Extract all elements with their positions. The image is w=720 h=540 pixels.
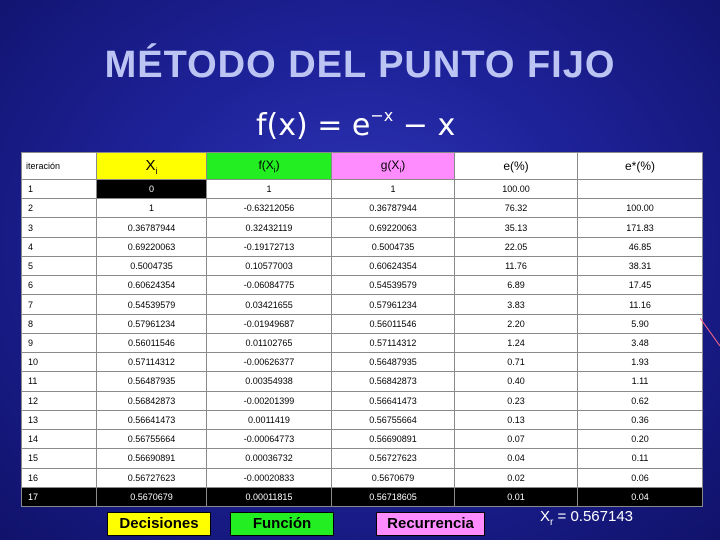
table-row [22, 314, 703, 333]
table-cell: 0.10577003 [207, 256, 332, 275]
table-row [22, 295, 703, 314]
table-row [22, 410, 703, 429]
table-cell: 0.11 [578, 449, 703, 468]
header-iteration: iteración [22, 153, 97, 180]
table-cell: 11.16 [578, 295, 703, 314]
table-cell: 0.56727623 [97, 468, 207, 487]
table-cell: 16 [22, 468, 97, 487]
table-cell: 1 [332, 180, 455, 199]
formula-exponent: −x [370, 106, 394, 125]
table-cell: -0.00626377 [207, 353, 332, 372]
table-cell: -0.00064773 [207, 430, 332, 449]
table-row [22, 430, 703, 449]
table-body [22, 180, 703, 507]
table-cell: 0.71 [455, 353, 578, 372]
table-cell: 22.05 [455, 237, 578, 256]
table-cell: 0.56718605 [332, 487, 455, 506]
table-cell: 0.04 [578, 487, 703, 506]
iteration-table-wrapper [21, 152, 702, 507]
table-cell: 6 [22, 276, 97, 295]
decisiones-button[interactable]: Decisiones [107, 512, 211, 536]
iteration-table [21, 152, 703, 507]
table-cell: 46.85 [578, 237, 703, 256]
table-cell: 0.54539579 [332, 276, 455, 295]
table-cell: 0.36787944 [97, 218, 207, 237]
table-cell: -0.06084775 [207, 276, 332, 295]
table-cell: 8 [22, 314, 97, 333]
table-cell: 1 [207, 180, 332, 199]
table-cell: 0.69220063 [97, 237, 207, 256]
table-cell: 7 [22, 295, 97, 314]
table-cell: 0.60624354 [97, 276, 207, 295]
table-cell: 0.13 [455, 410, 578, 429]
table-cell: 0.56487935 [97, 372, 207, 391]
table-cell: 0.00036732 [207, 449, 332, 468]
table-cell: -0.63212056 [207, 199, 332, 218]
header-error-star: e*(%) [578, 153, 703, 180]
table-cell: -0.00201399 [207, 391, 332, 410]
table-row [22, 276, 703, 295]
table-cell: 0.5670679 [97, 487, 207, 506]
header-fxi: $f(X_i)$ [207, 153, 332, 180]
decorative-line [700, 318, 720, 378]
table-cell: 0.57961234 [97, 314, 207, 333]
table-cell: 5 [22, 256, 97, 275]
table-header-row [22, 153, 703, 180]
table-cell: -0.00020833 [207, 468, 332, 487]
table-row [22, 449, 703, 468]
table-cell: 0.56011546 [97, 333, 207, 352]
table-row [22, 487, 703, 506]
table-cell: 2 [22, 199, 97, 218]
table-row [22, 199, 703, 218]
table-cell: 0.5004735 [332, 237, 455, 256]
root-sub: r [550, 517, 554, 528]
root-value: = 0.567143 [553, 508, 634, 525]
table-cell: 171.83 [578, 218, 703, 237]
table-cell: 1 [97, 199, 207, 218]
table-row [22, 372, 703, 391]
table-cell: 0.56727623 [332, 449, 455, 468]
table-cell: 1.11 [578, 372, 703, 391]
table-cell: 3.83 [455, 295, 578, 314]
table-cell: 0.36787944 [332, 199, 455, 218]
table-cell: 15 [22, 449, 97, 468]
table-cell: 1.24 [455, 333, 578, 352]
table-cell: 0.56755664 [97, 430, 207, 449]
table-cell: 0.01102765 [207, 333, 332, 352]
table-row [22, 180, 703, 199]
table-row [22, 237, 703, 256]
table-cell: 0.56690891 [97, 449, 207, 468]
table-cell: 0.56487935 [332, 353, 455, 372]
table-cell: 0.5670679 [332, 468, 455, 487]
table-cell: 76.32 [455, 199, 578, 218]
table-cell: 4 [22, 237, 97, 256]
table-cell: 0.00354938 [207, 372, 332, 391]
table-cell: 14 [22, 430, 97, 449]
table-cell: 100.00 [455, 180, 578, 199]
table-cell: 0.04 [455, 449, 578, 468]
table-cell: 0.00011815 [207, 487, 332, 506]
table-cell: 0.02 [455, 468, 578, 487]
table-cell: -0.01949687 [207, 314, 332, 333]
table-cell: 0.57114312 [97, 353, 207, 372]
table-cell: 38.31 [578, 256, 703, 275]
table-cell: 9 [22, 333, 97, 352]
table-cell: 0.40 [455, 372, 578, 391]
table-cell: 0.32432119 [207, 218, 332, 237]
formula-rhs: − x [393, 108, 456, 143]
table-cell: 11 [22, 372, 97, 391]
table-cell: 0.60624354 [332, 256, 455, 275]
table-cell: 0.56842873 [97, 391, 207, 410]
table-cell: 17 [22, 487, 97, 506]
table-cell: 2.20 [455, 314, 578, 333]
table-cell: 0.01 [455, 487, 578, 506]
table-cell: 0.57114312 [332, 333, 455, 352]
table-cell: 0.36 [578, 410, 703, 429]
table-cell: 11.76 [455, 256, 578, 275]
table-row [22, 333, 703, 352]
table-cell: 100.00 [578, 199, 703, 218]
table-cell: 0.0011419 [207, 410, 332, 429]
table-cell: 0.69220063 [332, 218, 455, 237]
table-cell: 0.56690891 [332, 430, 455, 449]
header-xi: $X_i$ [97, 153, 207, 180]
table-row [22, 256, 703, 275]
formula [256, 108, 455, 143]
root-result [540, 508, 633, 528]
table-cell: 17.45 [578, 276, 703, 295]
table-cell: 1.93 [578, 353, 703, 372]
root-label: X [540, 508, 551, 525]
table-cell: 3.48 [578, 333, 703, 352]
table-cell: 35.13 [455, 218, 578, 237]
table-row [22, 391, 703, 410]
table-cell: 1 [22, 180, 97, 199]
table-row [22, 218, 703, 237]
table-cell: 0.56641473 [332, 391, 455, 410]
table-row [22, 353, 703, 372]
table-cell: 0.57961234 [332, 295, 455, 314]
table-cell: 6.89 [455, 276, 578, 295]
funcion-button[interactable]: Función [230, 512, 334, 536]
table-cell: 0.56755664 [332, 410, 455, 429]
header-error: e(%) [455, 153, 578, 180]
table-cell: 0.5004735 [97, 256, 207, 275]
table-cell: 0.56842873 [332, 372, 455, 391]
table-cell: 0 [97, 180, 207, 199]
table-cell: 3 [22, 218, 97, 237]
table-cell: 12 [22, 391, 97, 410]
table-cell: 0.54539579 [97, 295, 207, 314]
table-cell: 0.62 [578, 391, 703, 410]
table-cell [578, 180, 703, 199]
table-row [22, 468, 703, 487]
table-cell: 10 [22, 353, 97, 372]
recurrencia-button[interactable]: Recurrencia [376, 512, 485, 536]
table-cell: 0.56011546 [332, 314, 455, 333]
table-cell: 0.23 [455, 391, 578, 410]
table-cell: 13 [22, 410, 97, 429]
table-cell: 0.07 [455, 430, 578, 449]
table-cell: 0.06 [578, 468, 703, 487]
formula-lhs: f(x) = e [256, 108, 371, 143]
table-cell: 5.90 [578, 314, 703, 333]
table-cell: 0.56641473 [97, 410, 207, 429]
table-cell: 0.20 [578, 430, 703, 449]
table-cell: 0.03421655 [207, 295, 332, 314]
slide-title: MÉTODO DEL PUNTO FIJO [104, 44, 616, 86]
table-cell: -0.19172713 [207, 237, 332, 256]
header-gxi: $g(X_i)$ [332, 153, 455, 180]
